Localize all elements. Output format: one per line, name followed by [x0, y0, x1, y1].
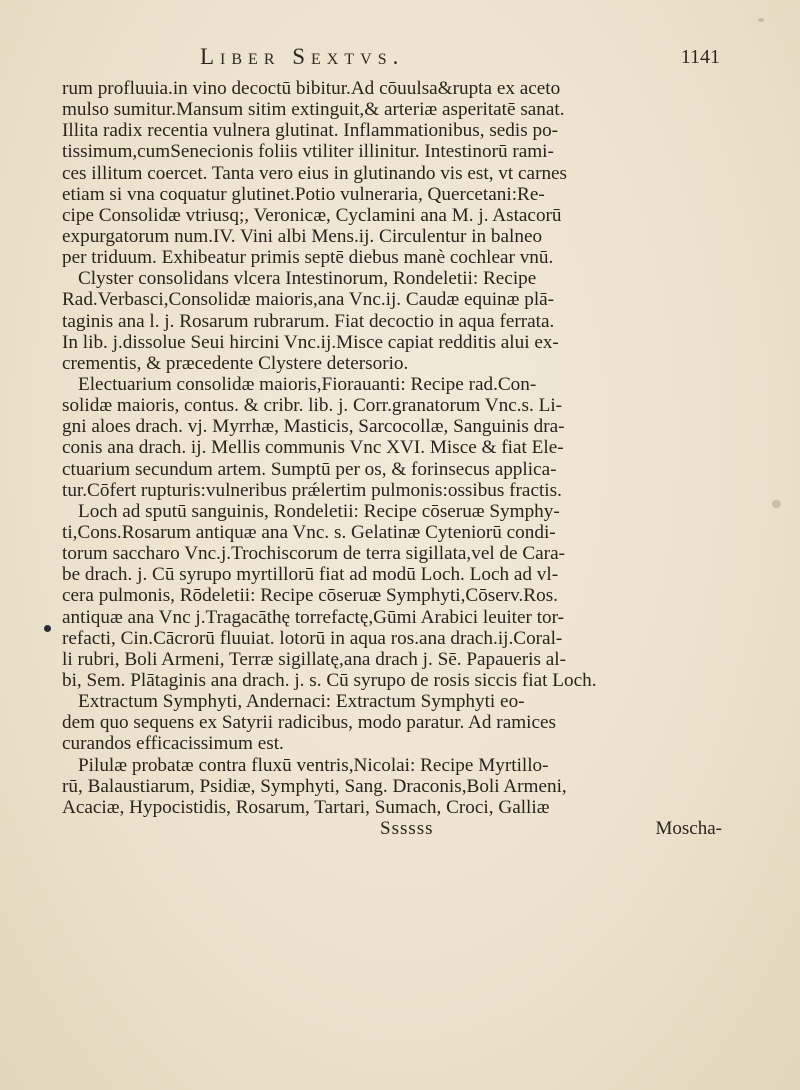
text-line: refacti, Cin.Cācrorū fluuiat. lotorū in aqua ros.ana drach.ij.Coral-	[62, 627, 563, 649]
text-line: curandos efficacissimum est.	[62, 733, 284, 755]
paragraph-start-line: Extractum Symphyti, Andernaci: Extractum Symphyti eo-	[78, 691, 525, 713]
paper-stain	[758, 18, 764, 22]
text-line: torum saccharo Vnc.j.Trochiscorum de terra sigillata,vel de Cara-	[62, 543, 565, 565]
text-line: rum profluuia.in vino decoctū bibitur.Ad cōuulsa&rupta ex aceto	[62, 78, 561, 99]
text-line: antiquæ ana Vnc j.Tragacāthę torrefactę,Gūmi Arabici leuiter tor-	[62, 606, 565, 628]
text-line: gni aloes drach. vj. Myrrhæ, Masticis, Sarcocollæ, Sanguinis dra-	[62, 416, 565, 438]
text-line: conis ana drach. ij. Mellis communis Vnc XVI. Misce & fiat Ele-	[62, 437, 564, 459]
text-line: tur.Cōfert rupturis:vulneribus prǽlertim pulmonis:ossibus fractis.	[62, 479, 562, 501]
text-line: In lib. j.dissolue Seui hircini Vnc.ij.Misce capiat redditis alui ex-	[62, 331, 559, 353]
text-line: Rad.Verbasci,Consolidæ maioris,ana Vnc.ij. Caudæ equinæ plā-	[62, 289, 555, 311]
text-line: Acaciæ, Hypocistidis, Rosarum, Tartari, Sumach, Croci, Galliæ	[62, 796, 550, 818]
catchline	[62, 818, 722, 840]
running-title: Liber Sextvs.	[200, 44, 405, 69]
text-line: expurgatorum num.IV. Vini albi Mens.ij. Circulentur in balneo	[62, 225, 543, 247]
paragraph-start-line: Clyster consolidans vlcera Intestinorum, Rondeletii: Recipe	[78, 268, 537, 290]
text-block	[62, 78, 722, 840]
text-line: ti,Cons.Rosarum antiquæ ana Vnc. s. Gelatinæ Cyteniorū condi-	[62, 521, 556, 543]
text-line: rū, Balaustiarum, Psidiæ, Symphyti, Sang. Draconis,Boli Armeni,	[62, 775, 567, 797]
text-line: li rubri, Boli Armeni, Terræ sigillatę,ana drach j. Sē. Papaueris al-	[62, 648, 566, 670]
text-line: Illita radix recentia vulnera glutinat. Inflammationibus, sedis po-	[62, 120, 559, 142]
text-line: dem quo sequens ex Satyrii radicibus, modo paratur. Ad ramices	[62, 712, 556, 734]
text-line: cera pulmonis, Rōdeletii: Recipe cōseruæ Symphyti,Cōserv.Ros.	[62, 585, 558, 607]
text-line: cipe Consolidæ vtriusq;, Veronicæ, Cyclamini ana M. j. Astacorū	[62, 204, 562, 226]
paragraph-start-line: Loch ad sputū sanguinis, Rondeletii: Recipe cōseruæ Symphy-	[78, 500, 560, 522]
text-line: per triduum. Exhibeatur primis septē diebus manè cochlear vnū.	[62, 247, 554, 269]
text-line: be drach. j. Cū syrupo myrtillorū fiat ad modū Loch. Loch ad vl-	[62, 564, 559, 586]
text-line: solidæ maioris, contus. & cribr. lib. j. Corr.granatorum Vnc.s. Li-	[62, 395, 563, 417]
paper-stain	[772, 500, 781, 508]
text-line: ces illitum coercet. Tanta vero eius in glutinando vis est, vt carnes	[62, 162, 568, 184]
signature-mark: Ssssss	[380, 817, 434, 839]
text-line: tissimum,cumSenecionis foliis vtiliter illinitur. Intestinorū rami-	[62, 141, 554, 163]
margin-dot	[44, 625, 51, 632]
running-head	[200, 44, 720, 74]
paragraph-start-line: Electuarium consolidæ maioris,Fiorauanti: Recipe rad.Con-	[78, 373, 537, 395]
text-line: etiam si vna coquatur glutinet.Potio vulneraria, Quercetani:Re-	[62, 183, 545, 205]
text-line: bi, Sem. Plātaginis ana drach. j. s. Cū syrupo de rosis siccis fiat Loch.	[62, 669, 597, 691]
catchword: Moscha-	[655, 817, 722, 839]
folio-number: 1141	[680, 46, 720, 68]
text-line: crementis, & præcedente Clystere detersorio.	[62, 352, 409, 374]
text-line: taginis ana l. j. Rosarum rubrarum. Fiat decoctio in aqua ferrata.	[62, 310, 555, 332]
text-line: mulso sumitur.Mansum sitim extinguit,& arteriæ asperitatē sanat.	[62, 99, 565, 121]
paragraph-start-line: Pilulæ probatæ contra fluxū ventris,Nicolai: Recipe Myrtillo-	[78, 754, 549, 776]
text-line: ctuarium secundum artem. Sumptū per os, & forinsecus applica-	[62, 458, 557, 480]
